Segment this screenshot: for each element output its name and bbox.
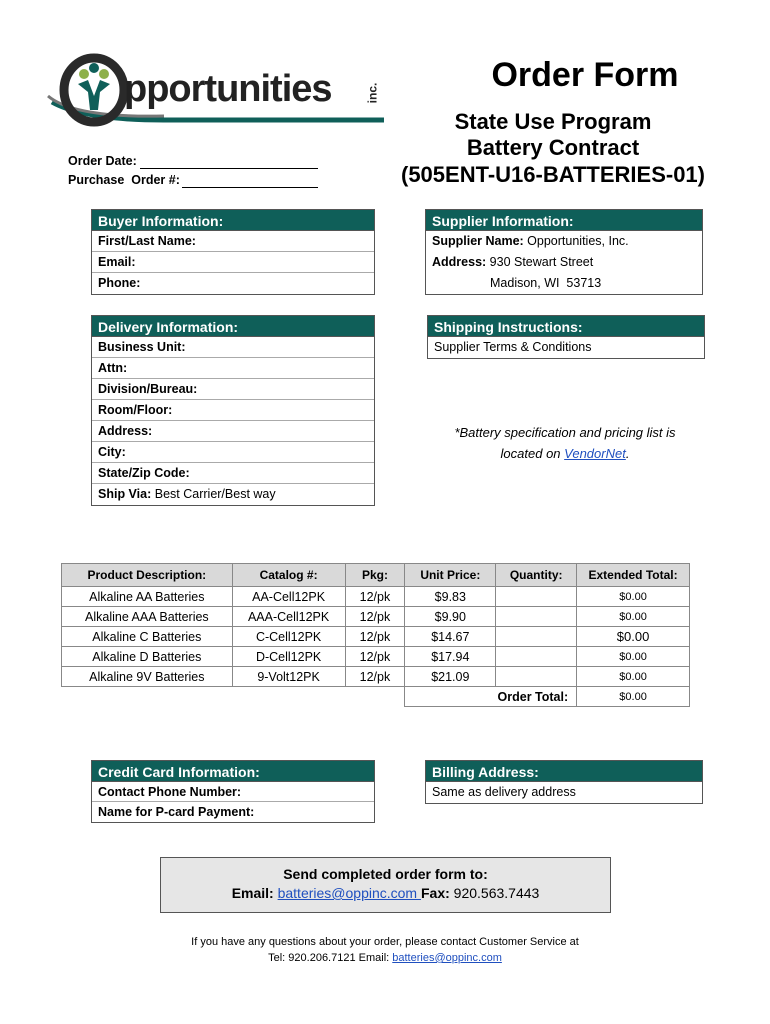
delivery-section (91, 315, 375, 506)
quantity-input[interactable] (496, 667, 577, 687)
buyer-header: Buyer Information: (91, 209, 375, 231)
table-header-row (62, 564, 690, 587)
po-field[interactable] (182, 186, 318, 188)
catalog-number: AAA-Cell12PK (232, 607, 345, 627)
footer-line1: If you have any questions about your order, please contact Customer Service at (191, 936, 579, 948)
extended-total: $0.00 (577, 647, 690, 667)
business-unit-field[interactable]: Business Unit: (92, 337, 374, 358)
pricing-note (420, 422, 710, 464)
col-header-total: Extended Total: (577, 564, 690, 587)
ship-via-field[interactable] (92, 484, 374, 505)
shipping-header: Shipping Instructions: (427, 315, 705, 337)
send-fax-value: 920.563.7443 (453, 885, 540, 901)
quantity-input[interactable] (496, 627, 577, 647)
buyer-email-field[interactable]: Email: (92, 252, 374, 273)
footer (60, 934, 710, 966)
city-field[interactable]: City: (92, 442, 374, 463)
table-row (62, 627, 690, 647)
state-zip-field[interactable]: State/Zip Code: (92, 463, 374, 484)
supplier-address-label: Address: (432, 255, 487, 269)
extended-total: $0.00 (577, 667, 690, 687)
blank-cell (345, 687, 405, 707)
supplier-address-line2-text: Madison, WI 53713 (490, 276, 602, 290)
pricing-note-prefix: located on (500, 446, 565, 461)
product-description: Alkaline AA Batteries (62, 587, 233, 607)
logo-wordmark: pportunities (124, 68, 332, 110)
credit-header: Credit Card Information: (91, 760, 375, 782)
supplier-header: Supplier Information: (425, 209, 703, 231)
po-label: Purchase Order #: (68, 173, 180, 187)
product-description: Alkaline D Batteries (62, 647, 233, 667)
supplier-name-label: Supplier Name: (432, 234, 524, 248)
col-header-pkg: Pkg: (345, 564, 405, 587)
vendornet-link[interactable]: VendorNet (564, 446, 626, 461)
product-description: Alkaline 9V Batteries (62, 667, 233, 687)
send-fax-label: Fax: (420, 885, 450, 901)
unit-price: $21.09 (405, 667, 496, 687)
supplier-address-line2 (426, 273, 702, 294)
order-total-label: Order Total: (405, 687, 577, 707)
division-field[interactable]: Division/Bureau: (92, 379, 374, 400)
shipping-value: Supplier Terms & Conditions (434, 340, 592, 354)
table-row (62, 647, 690, 667)
contact-phone-field[interactable]: Contact Phone Number: (92, 782, 374, 802)
shipping-section (427, 315, 705, 359)
package: 12/pk (345, 627, 405, 647)
product-table (61, 563, 690, 707)
pricing-note-line1: *Battery specification and pricing list is (454, 425, 676, 440)
attn-field[interactable]: Attn: (92, 358, 374, 379)
supplier-address (426, 252, 702, 273)
table-row (62, 607, 690, 627)
unit-price: $14.67 (405, 627, 496, 647)
pcard-name-field[interactable]: Name for P-card Payment: (98, 805, 255, 819)
send-title: Send completed order form to: (283, 866, 488, 882)
table-row (62, 587, 690, 607)
unit-price: $9.83 (405, 587, 496, 607)
supplier-name (426, 231, 702, 252)
footer-contact: Tel: 920.206.7121 Email: (268, 952, 393, 964)
extended-total: $0.00 (577, 587, 690, 607)
col-header-catalog: Catalog #: (232, 564, 345, 587)
order-date-label: Order Date: (68, 154, 137, 168)
blank-cell (62, 687, 233, 707)
buyer-section (91, 209, 375, 295)
unit-price: $17.94 (405, 647, 496, 667)
address-field[interactable]: Address: (92, 421, 374, 442)
logo-inc: inc. (365, 82, 380, 104)
delivery-header: Delivery Information: (91, 315, 375, 337)
send-email-link[interactable]: batteries@oppinc.com (277, 885, 421, 901)
col-header-price: Unit Price: (405, 564, 496, 587)
ship-via-value: Best Carrier/Best way (154, 487, 276, 501)
buyer-phone-field[interactable]: Phone: (98, 276, 141, 290)
billing-value: Same as delivery address (432, 785, 576, 799)
room-field[interactable]: Room/Floor: (92, 400, 374, 421)
quantity-input[interactable] (496, 587, 577, 607)
buyer-name-field[interactable]: First/Last Name: (92, 231, 374, 252)
col-header-description: Product Description: (62, 564, 233, 587)
order-total-value: $0.00 (577, 687, 690, 707)
col-header-quantity: Quantity: (496, 564, 577, 587)
catalog-number: 9-Volt12PK (232, 667, 345, 687)
package: 12/pk (345, 607, 405, 627)
table-row (62, 667, 690, 687)
send-email-label: Email: (231, 885, 274, 901)
order-total-row (62, 687, 690, 707)
product-description: Alkaline AAA Batteries (62, 607, 233, 627)
pricing-note-line2 (420, 443, 710, 464)
extended-total: $0.00 (577, 607, 690, 627)
footer-line2 (60, 950, 710, 966)
product-description: Alkaline C Batteries (62, 627, 233, 647)
supplier-section (425, 209, 703, 295)
page-title: Order Form (491, 56, 679, 94)
package: 12/pk (345, 587, 405, 607)
unit-price: $9.90 (405, 607, 496, 627)
credit-section (91, 760, 375, 823)
package: 12/pk (345, 667, 405, 687)
footer-email-link[interactable]: batteries@oppinc.com (392, 952, 502, 964)
catalog-number: AA-Cell12PK (232, 587, 345, 607)
quantity-input[interactable] (496, 607, 577, 627)
billing-header: Billing Address: (425, 760, 703, 782)
quantity-input[interactable] (496, 647, 577, 667)
blank-cell (232, 687, 345, 707)
catalog-number: D-Cell12PK (232, 647, 345, 667)
send-contacts (161, 885, 610, 901)
supplier-name-value: Opportunities, Inc. (527, 234, 629, 248)
send-form-box (160, 857, 611, 913)
company-logo (44, 50, 394, 130)
order-date-field[interactable] (140, 167, 318, 169)
ship-via-label: Ship Via: (98, 487, 152, 501)
package: 12/pk (345, 647, 405, 667)
supplier-address-line1: 930 Stewart Street (489, 255, 594, 269)
catalog-number: C-Cell12PK (232, 627, 345, 647)
subtitle-contract-number: (505ENT-U16-BATTERIES-01) (401, 162, 705, 187)
subtitle-contract: Battery Contract (466, 135, 640, 160)
subtitle-program: State Use Program (454, 109, 652, 134)
billing-section (425, 760, 703, 804)
pricing-note-suffix: . (625, 446, 630, 461)
extended-total: $0.00 (577, 627, 690, 647)
